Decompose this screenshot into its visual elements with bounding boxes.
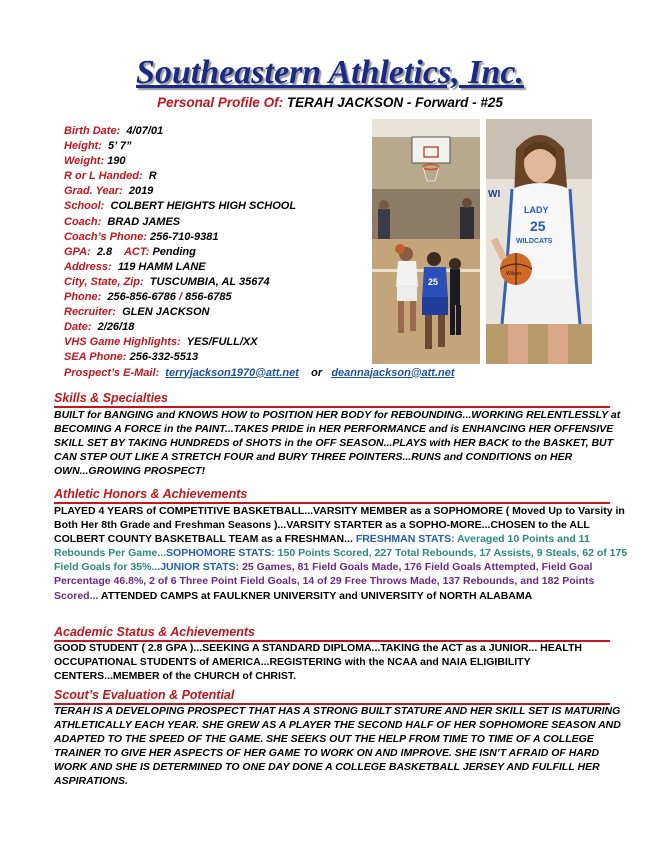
sophomore-stats-label: SOPHOMORE STATS bbox=[166, 547, 272, 560]
email-link-2[interactable]: deannajackson@att.net bbox=[331, 366, 455, 379]
action-photo bbox=[372, 119, 480, 364]
info-row-coach bbox=[64, 215, 374, 230]
academic-heading: Academic Status & Achievements bbox=[54, 625, 610, 642]
info-label: Weight: bbox=[64, 155, 105, 168]
junior-stats-label: JUNIOR STATS bbox=[160, 561, 236, 574]
academic-text: GOOD STUDENT ( 2.8 GPA )...SEEKING A STANDARD DIPLOMA...TAKING the ACT as a JUNIOR... HEALTH OCCUPATIONAL STUDENTS of AMERICA...REGISTERING with the NCAA and NAIA ELIGIBILITY CENTERS...MEMBER of the CHURCH of CHRIST. bbox=[54, 642, 582, 683]
info-row-coach-phone bbox=[64, 230, 374, 245]
scout-text: TERAH IS A DEVELOPING PROSPECT THAT HAS A STRONG BUILT STATURE AND HER SKILL SET IS MATURING ATHLETICALLY EACH YEAR. SHE GREW AS A PLAYER THE SECOND HALF OF HER SOPHOMORE SEASON AND ADAPTED TO THE SPEED OF THE GAME. SHE SEEKS OUT THE HELP FROM TIME TO TIME OF A COLLEGE TRAINER TO GIVE HER ASPECTS OF HER GAME TO WORK ON AND IMPROVE. SHE ISN’T AFRAID OF HARD WORK AND SHE IS DETERMINED TO ONE DAY DONE A COLLEGE BASKETBALL JERSEY AND FULFILL HER ASPIRATIONS. bbox=[54, 705, 621, 788]
info-value: 256-856-6786 bbox=[107, 291, 176, 304]
jersey-text-wildcats: WILDCATS bbox=[516, 238, 553, 245]
camps-text: ATTENDED CAMPS at FAULKNER UNIVERSITY and UNIVERSITY of NORTH ALABAMA bbox=[100, 589, 533, 602]
info-label: City, State, Zip: bbox=[64, 275, 144, 288]
email-label: Prospect’s E-Mail: bbox=[64, 366, 160, 379]
athletic-heading: Athletic Honors & Achievements bbox=[54, 487, 610, 504]
info-label: GPA: bbox=[64, 245, 91, 258]
email-link-1[interactable]: terryjackson1970@att.net bbox=[165, 366, 299, 379]
info-value: 119 HAMM LANE bbox=[117, 260, 206, 273]
freshman-stats-label: FRESHMAN STATS bbox=[355, 533, 452, 546]
info-row-email bbox=[64, 366, 455, 381]
info-sep: / bbox=[178, 291, 183, 304]
info-row-handed bbox=[64, 169, 374, 184]
freshman-stats-text: : Averaged 10 Points and 11 Rebounds Per Game... bbox=[54, 533, 590, 560]
info-row-vhs bbox=[64, 335, 374, 350]
info-value: COLBERT HEIGHTS HIGH SCHOOL bbox=[110, 200, 297, 213]
info-row-date bbox=[64, 320, 374, 335]
info-label: Coach’s Phone: bbox=[64, 230, 147, 243]
info-row-school bbox=[64, 199, 374, 214]
info-label: Address: bbox=[64, 260, 112, 273]
jersey-number: 25 bbox=[530, 218, 546, 234]
sophomore-stats-text: : 150 Points Scored, 227 Total Rebounds, 17 Assists, 9 Steals, 62 of 175 Field Goals for 35%... bbox=[54, 547, 628, 574]
skills-heading: Skills & Specialties bbox=[54, 391, 610, 408]
info-row-height bbox=[64, 139, 374, 154]
jersey-text-lady: LADY bbox=[524, 205, 549, 215]
info-label-act: ACT: bbox=[123, 245, 150, 258]
info-row-sea-phone bbox=[64, 350, 374, 365]
info-label: Height: bbox=[64, 140, 102, 153]
info-row-gpa-act bbox=[64, 245, 374, 260]
info-label: Phone: bbox=[64, 291, 102, 304]
ball-brand: Wilson bbox=[506, 271, 522, 277]
info-value: 256-332-5513 bbox=[129, 351, 199, 364]
info-value: 2/26/18 bbox=[97, 321, 135, 334]
company-title: Southeastern Athletics, Inc. bbox=[136, 54, 524, 91]
info-value: BRAD JAMES bbox=[107, 215, 181, 228]
info-value: 256-710-9381 bbox=[150, 230, 219, 243]
info-value: GLEN JACKSON bbox=[122, 306, 210, 319]
info-label: Birth Date: bbox=[64, 125, 121, 137]
personal-info bbox=[64, 124, 455, 381]
player-line: TERAH JACKSON - Forward - #25 bbox=[286, 95, 503, 110]
info-label: R or L Handed: bbox=[64, 170, 143, 183]
skills-text: BUILT for BANGING and KNOWS HOW to POSITION HER BODY for REBOUNDING...WORKING RELENTLESSLY at BECOMING A FORCE in the PAINT...TAKES PRIDE in HER PERFORMANCE and is ENHANCING HER OFFENSIVE SKILL SET BY TAKING HUNDREDS of SHOTS in the OFF SEASON...PLAYS with HER BACK to the BASKET, BUT CAN STEP OUT LIKE A STRETCH FOUR and BURY THREE POINTERS...RUNS and CONDITIONS on HER OWN...GROWING PROSPECT! bbox=[54, 409, 621, 478]
profile-label: Personal Profile Of: bbox=[157, 95, 284, 110]
info-value: TUSCUMBIA, AL 35674 bbox=[149, 275, 270, 288]
portrait-photo bbox=[486, 119, 592, 364]
info-label: VHS Game Highlights: bbox=[64, 336, 181, 349]
info-label: Recruiter: bbox=[64, 306, 116, 319]
profile-subtitle bbox=[0, 95, 660, 111]
junior-stats-text: : 25 Games, 81 Field Goals Made, 176 Field Goals Attempted, Field Goal Percentage 46.8%, 2 of 6 Three Point Field Goals, 14 of 29 Free Throws Made, 137 Rebounds, and 182 Points Scored... bbox=[54, 561, 595, 602]
info-label: Date: bbox=[64, 321, 92, 334]
wall-text: WI bbox=[488, 189, 501, 200]
info-value: 2.8 bbox=[96, 245, 113, 258]
info-value: R bbox=[148, 170, 157, 183]
email-or: or bbox=[311, 366, 323, 379]
scout-heading: Scout’s Evaluation & Potential bbox=[54, 688, 610, 705]
info-value-act: Pending bbox=[152, 245, 196, 258]
info-label: Grad. Year: bbox=[64, 185, 123, 198]
info-row-grad-year bbox=[64, 184, 374, 199]
info-row-recruiter bbox=[64, 305, 374, 320]
info-row-phone bbox=[64, 290, 374, 305]
info-value: 190 bbox=[107, 155, 126, 168]
info-value-2: 856-6785 bbox=[185, 291, 232, 304]
info-value: 5’ 7” bbox=[108, 140, 132, 153]
info-value: 4/07/01 bbox=[126, 125, 164, 137]
action-jersey-number: 25 bbox=[428, 277, 439, 287]
athletic-text bbox=[54, 504, 634, 603]
athletic-intro: PLAYED 4 YEARS of COMPETITIVE BASKETBALL...VARSITY MEMBER as a SOPHOMORE ( Moved Up to Varsity in Both Her 8th Grade and Freshman Seasons )...VARSITY STARTER as a SOPHO-MORE...CHOSEN to the ALL COLBERT COUNTY BASKETBALL TEAM as a FRESHMAN... bbox=[54, 505, 625, 546]
info-label: SEA Phone: bbox=[64, 351, 127, 364]
info-row-address bbox=[64, 260, 374, 275]
info-row-weight bbox=[64, 154, 374, 169]
info-label: School: bbox=[64, 200, 105, 213]
info-row-city bbox=[64, 275, 374, 290]
info-value: YES/FULL/XX bbox=[186, 336, 258, 349]
info-label: Coach: bbox=[64, 215, 102, 228]
info-value: 2019 bbox=[128, 185, 154, 198]
info-row-birth-date bbox=[64, 124, 374, 139]
